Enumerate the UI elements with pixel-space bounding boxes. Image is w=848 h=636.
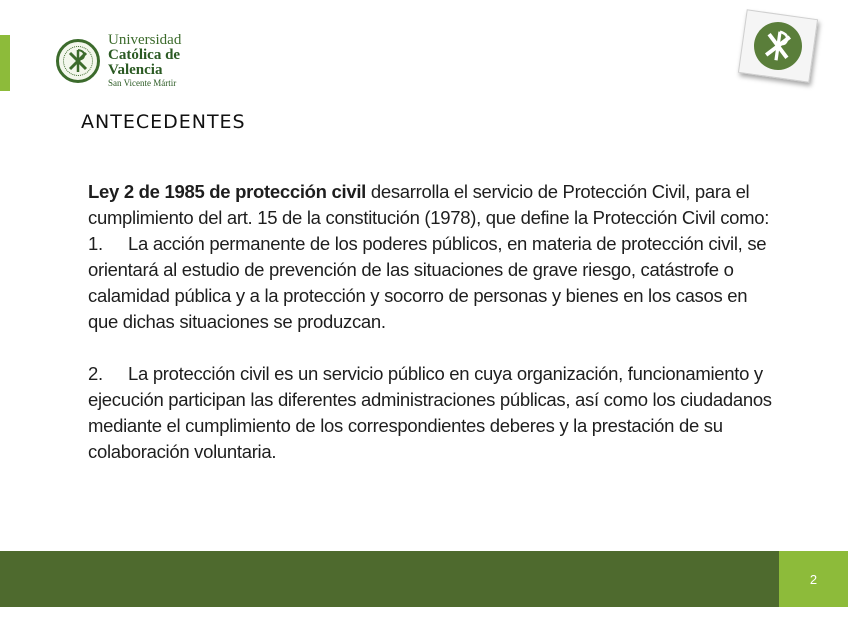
page-number: 2 [809, 571, 818, 587]
logo-line-3: Valencia [108, 62, 163, 78]
intro-text: desarrolla el servicio de Protección Civil, para el cumplimiento del art. 15 de la constitución (1978), que define la Protección Civil como: [88, 181, 770, 228]
slide-body [88, 179, 778, 465]
slide-heading: ANTECEDENTES [81, 111, 246, 133]
corner-emblem [738, 9, 818, 82]
item-number: 1. [88, 233, 103, 254]
law-title: Ley 2 de 1985 de protección civil [88, 181, 367, 202]
item-text: La acción permanente de los poderes públicos, en materia de protección civil, se orientará al estudio de prevención de las situaciones de grave riesgo, catástrofe o calamidad pública y a la protección y socorro de personas y bienes en los casos en que dichas situaciones se produzcan. [88, 233, 767, 332]
page-number-box [779, 551, 848, 607]
footer-bar [0, 551, 779, 607]
chi-rho-seal-icon [751, 19, 805, 73]
logo-line-2: Católica de [108, 47, 181, 63]
item-text: La protección civil es un servicio público en cuya organización, funcionamiento y ejecución participan las diferentes administraciones públicas, así como los ciudadanos mediante el cumplimiento de los correspondientes deberes y la prestación de su colaboración voluntaria. [88, 363, 772, 462]
list-item [88, 231, 778, 335]
chi-rho-seal-icon [56, 39, 100, 83]
item-number: 2. [88, 363, 103, 384]
logo-line-4: San Vicente Mártir [108, 78, 177, 88]
list-item [88, 361, 778, 465]
left-accent-bar [0, 35, 10, 91]
university-logo [56, 33, 181, 88]
logo-line-1: Universidad [108, 32, 182, 48]
intro-paragraph [88, 179, 778, 231]
logo-wordmark [108, 33, 181, 88]
